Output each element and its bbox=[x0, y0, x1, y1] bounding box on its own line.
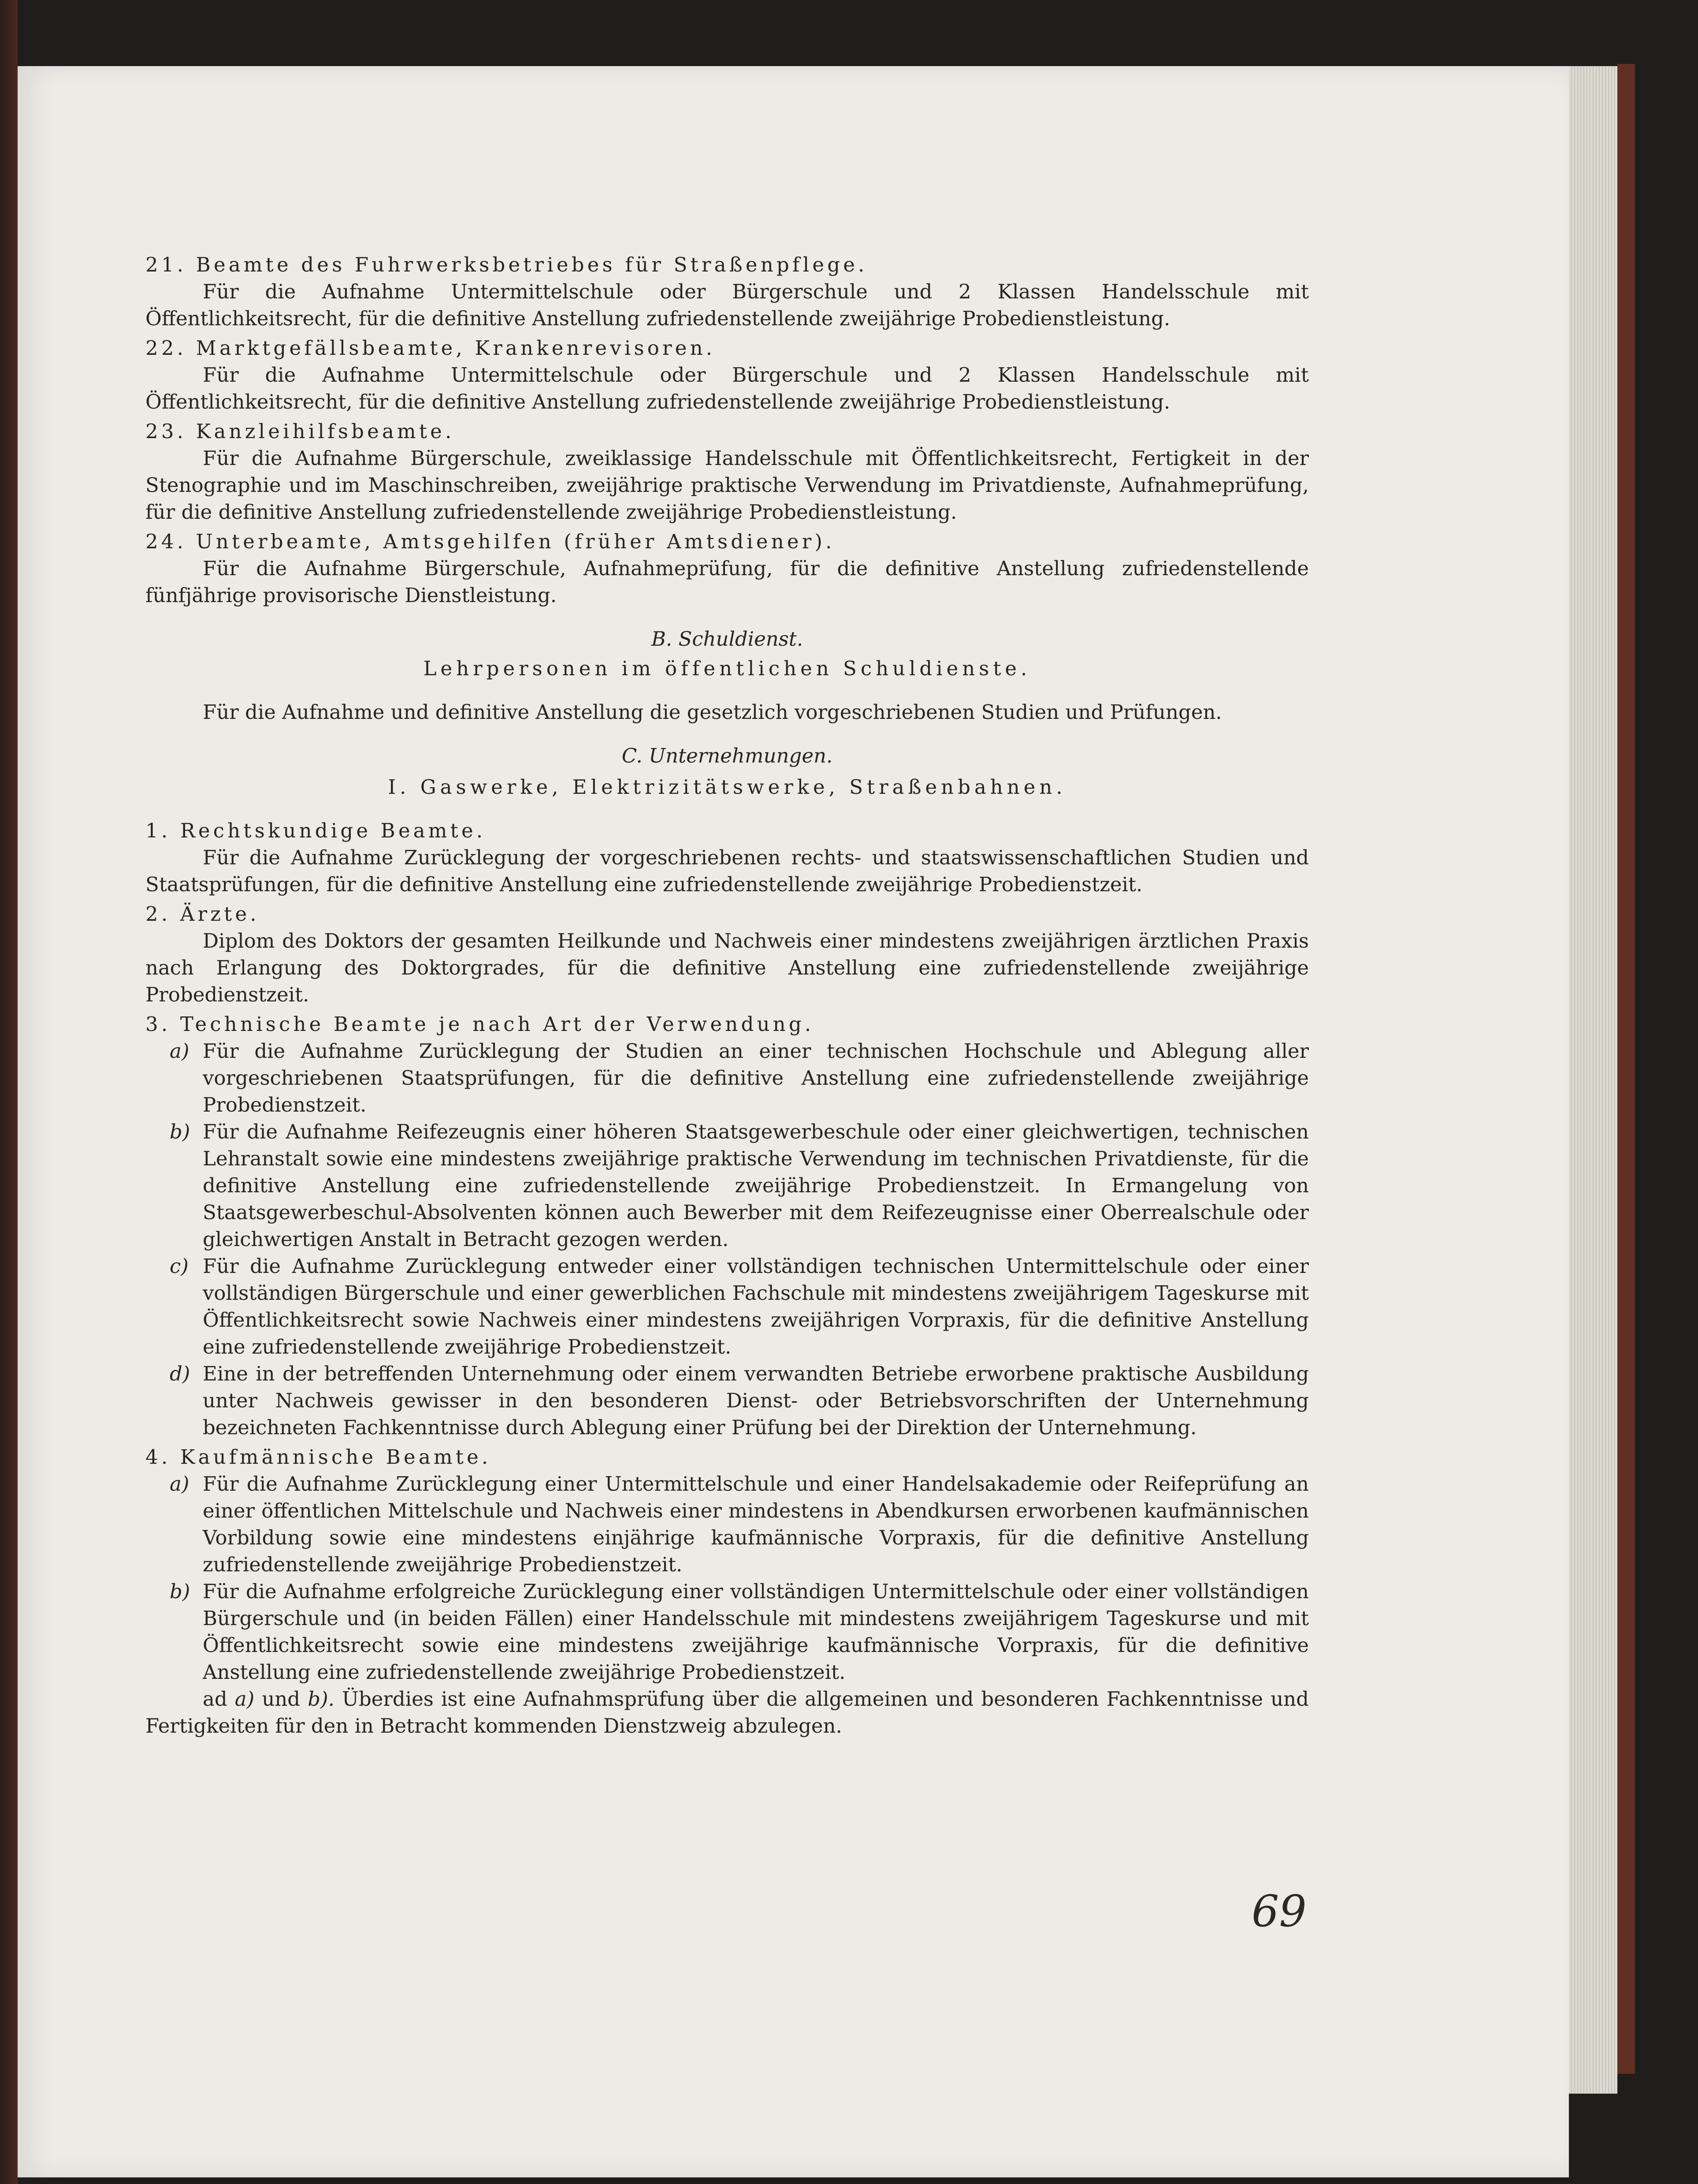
section-b-title: B. Schuldienst. bbox=[651, 627, 803, 651]
page-content bbox=[145, 251, 1309, 1739]
section-c-title: C. Unternehmungen. bbox=[621, 744, 833, 767]
entry-text-22: Für die Aufnahme Untermittelschule oder Bürgerschule und 2 Klassen Handelsschule mit Öffentlichkeitsrecht, für die definitive Anstellung zufriedenstellende zweijährige Probedienstleistung. bbox=[145, 363, 1309, 413]
closing-paragraph bbox=[145, 1685, 1309, 1739]
book-cover-right bbox=[1617, 64, 1635, 2074]
entry-heading-22: 22. Marktgefällsbeamte, Krankenrevisoren. bbox=[145, 336, 716, 360]
page-number: 69 bbox=[1252, 1886, 1307, 1937]
section-b-text: Für die Aufnahme und definitive Anstellung die gesetzlich vorgeschriebenen Studien und Prüfungen. bbox=[203, 700, 1222, 724]
list-item-c3b bbox=[145, 1118, 1309, 1253]
entry-heading-c4: 4. Kaufmännische Beamte. bbox=[145, 1445, 491, 1469]
section-b-subtitle: Lehrpersonen im öffentlichen Schuldienste. bbox=[423, 657, 1031, 680]
item-text: Für die Aufnahme Reifezeugnis einer höheren Staatsgewerbeschule oder einer gleichwertigen, technischen Lehranstalt sowie eine mindestens zweijährige praktische Verwendung im technischen Privatdienste, für die definitive Anstellung eine zufriedenstellende zweijährige Probedienstzeit. In Ermangelung von Staatsgewerbeschul-Absolventen können auch Bewerber mit dem Reifezeugnisse einer Oberrealschule oder gleichwertigen Anstalt in Betracht gezogen werden. bbox=[203, 1120, 1309, 1251]
entry-text-c1: Für die Aufnahme Zurücklegung der vorgeschriebenen rechts- und staatswissenschaftlichen Studien und Staatsprüfungen, für die definitive Anstellung eine zufriedenstellende zweijährige Probedienstzeit. bbox=[145, 846, 1309, 896]
closing-text: Überdies ist eine Aufnahmsprüfung über die allgemeinen und besonderen Fachkenntnisse und Fertigkeiten für den in Betracht kommenden Dienstzweig abzulegen. bbox=[145, 1687, 1309, 1738]
entry-heading-c2: 2. Ärzte. bbox=[145, 902, 260, 926]
entry-heading-21: 21. Beamte des Fuhrwerksbetriebes für Straßenpflege. bbox=[145, 253, 868, 276]
item-mark: b) bbox=[170, 1120, 190, 1143]
closing-ref-a: a) bbox=[234, 1687, 255, 1711]
section-c-subtitle: I. Gaswerke, Elektrizitätswerke, Straßenbahnen. bbox=[388, 775, 1066, 799]
item-text: Für die Aufnahme Zurücklegung entweder einer vollständigen technischen Untermittelschule oder einer vollständigen Bürgerschule und einer gewerblichen Fachschule mit mindestens zweijährigem Tageskurse mit Öffentlichkeitsrecht sowie Nachweis einer mindestens zweijährigen Vorpraxis, für die definitive Anstellung eine zufriedenstellende zweijährige Probedienstzeit. bbox=[203, 1254, 1309, 1358]
list-item-c3c bbox=[145, 1253, 1309, 1360]
item-mark: b) bbox=[170, 1580, 190, 1603]
item-mark: c) bbox=[170, 1254, 189, 1278]
entry-text-21: Für die Aufnahme Untermittelschule oder Bürgerschule und 2 Klassen Handelsschule mit Öffentlichkeitsrecht, für die definitive Anstellung zufriedenstellende zweijährige Probedienstleistung. bbox=[145, 280, 1309, 330]
item-mark: a) bbox=[170, 1039, 189, 1063]
entry-heading-c1: 1. Rechtskundige Beamte. bbox=[145, 819, 486, 842]
list-item-c3a bbox=[145, 1038, 1309, 1118]
item-text: Eine in der betreffenden Unternehmung oder einem verwandten Betriebe erworbene praktische Ausbildung unter Nachweis gewisser in den besonderen Dienst- oder Betriebsvorschriften der Unternehmung bezeichneten Fachkenntnisse durch Ablegung einer Prüfung bei der Direktion der Unternehmung. bbox=[203, 1362, 1309, 1439]
book-cover-left bbox=[0, 0, 18, 2184]
list-item-c4a bbox=[145, 1470, 1309, 1578]
closing-ref-b: b). bbox=[308, 1687, 334, 1711]
entry-heading-c3: 3. Technische Beamte je nach Art der Verwendung. bbox=[145, 1012, 814, 1036]
item-text: Für die Aufnahme Zurücklegung der Studien an einer technischen Hochschule und Ablegung aller vorgeschriebenen Staatsprüfungen, für die definitive Anstellung eine zufriedenstellende zweijährige Probedienstzeit. bbox=[203, 1039, 1309, 1116]
entry-heading-23: 23. Kanzleihilfsbeamte. bbox=[145, 420, 455, 443]
closing-und: und bbox=[262, 1687, 301, 1711]
closing-prefix: ad bbox=[203, 1687, 227, 1711]
entry-text-23: Für die Aufnahme Bürgerschule, zweiklassige Handelsschule mit Öffentlichkeitsrecht, Fertigkeit in der Stenographie und im Maschinschreiben, zweijährige praktische Verwendung im Privatdienste, Aufnahmeprüfung, für die definitive Anstellung zufriedenstellende zweijährige Probedienstleistung. bbox=[145, 446, 1309, 524]
item-mark: d) bbox=[170, 1362, 190, 1385]
entry-heading-24: 24. Unterbeamte, Amtsgehilfen (früher Amtsdiener). bbox=[145, 530, 835, 553]
entry-text-24: Für die Aufnahme Bürgerschule, Aufnahmeprüfung, für die definitive Anstellung zufriedenstellende fünfjährige provisorische Dienstleistung. bbox=[145, 557, 1309, 607]
list-item-c4b bbox=[145, 1578, 1309, 1685]
item-mark: a) bbox=[170, 1472, 189, 1496]
page-edges bbox=[1569, 66, 1617, 2094]
list-item-c3d bbox=[145, 1360, 1309, 1441]
entry-text-c2: Diplom des Doktors der gesamten Heilkunde und Nachweis einer mindestens zweijährigen ärztlichen Praxis nach Erlangung des Doktorgrades, für die definitive Anstellung eine zufriedenstellende zweijährige Probedienstzeit. bbox=[145, 929, 1309, 1006]
item-text: Für die Aufnahme erfolgreiche Zurücklegung einer vollständigen Untermittelschule oder einer vollständigen Bürgerschule und (in beiden Fällen) einer Handelsschule mit mindestens zweijährigem Tageskurse und mit Öffentlichkeitsrecht sowie eine mindestens zweijährige kaufmännische Vorpraxis, für die definitive Anstellung eine zufriedenstellende zweijährige Probedienstzeit. bbox=[203, 1580, 1309, 1684]
item-text: Für die Aufnahme Zurücklegung einer Untermittelschule und einer Handelsakademie oder Reifeprüfung an einer öffentlichen Mittelschule und Nachweis einer mindestens in Abendkursen erworbenen kaufmännischen Vorbildung sowie eine mindestens einjährige kaufmännische Vorpraxis, für die definitive Anstellung zufriedenstellende zweijährige Probedienstzeit. bbox=[203, 1472, 1309, 1576]
